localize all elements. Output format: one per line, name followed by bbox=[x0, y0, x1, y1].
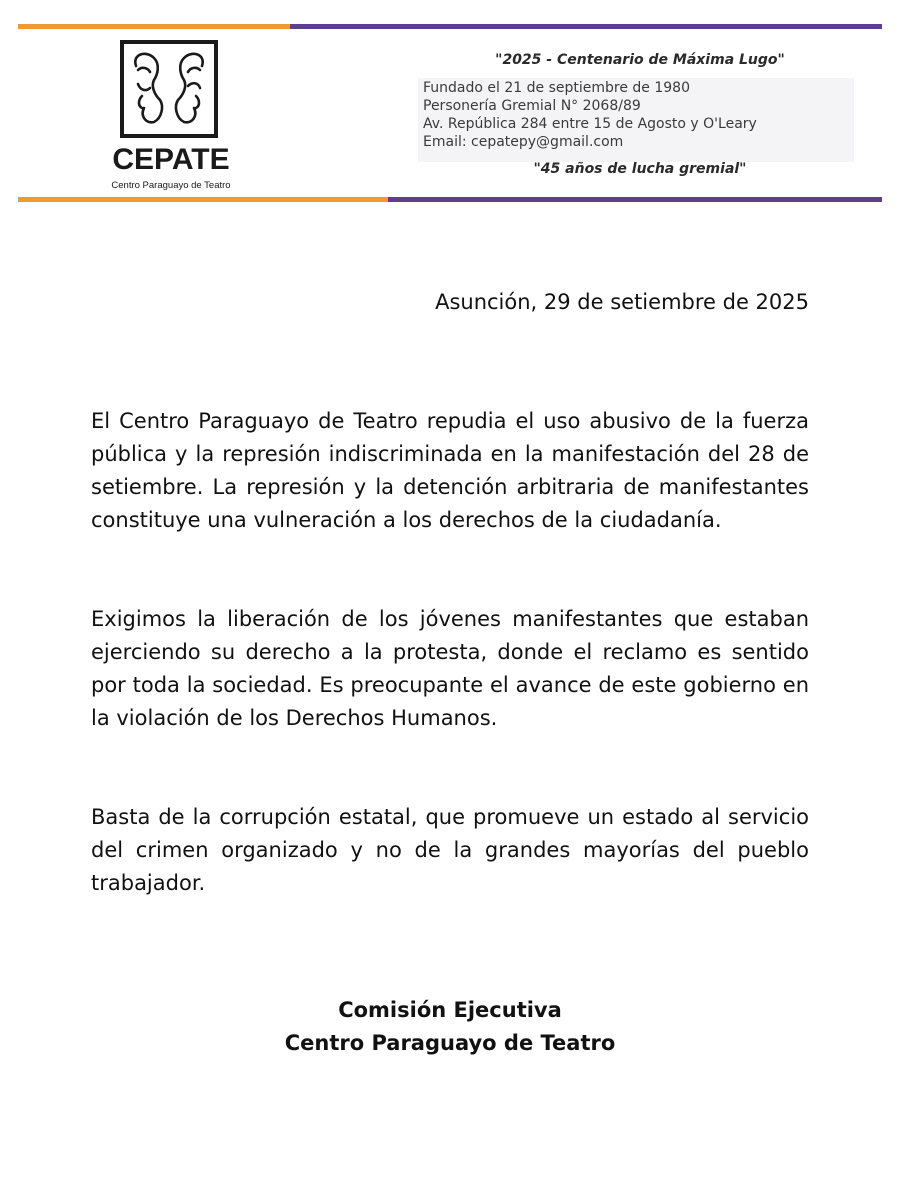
orange-stripe bbox=[18, 197, 388, 202]
orange-stripe bbox=[18, 24, 290, 29]
logo-subtitle: Centro Paraguayo de Teatro bbox=[111, 180, 231, 191]
address-line: Av. República 284 entre 15 de Agosto y O'Leary bbox=[423, 116, 757, 132]
header-top-band bbox=[18, 24, 882, 29]
motto-centenario: "2025 - Centenario de Máxima Lugo" bbox=[495, 52, 785, 68]
letter-date: Asunción, 29 de setiembre de 2025 bbox=[435, 290, 809, 314]
motto-lucha: "45 años de lucha gremial" bbox=[533, 161, 747, 177]
cepate-logo bbox=[120, 40, 218, 138]
header-bottom-band bbox=[18, 197, 882, 202]
email-line: Email: cepatepy@gmail.com bbox=[423, 134, 624, 150]
purple-stripe bbox=[290, 24, 882, 29]
paragraph-corrupcion: Basta de la corrupción estatal, que promueve un estado al servicio del crimen organizado y no de la grandes mayorías del pueblo trabajador. bbox=[91, 805, 809, 895]
paragraph-liberacion: Exigimos la liberación de los jóvenes manifestantes que estaban ejerciendo su derecho a la protesta, donde el reclamo es sentido por toda la sociedad. Es preocupante el avance de este gobierno en la violación de los Derechos Humanos. bbox=[91, 607, 809, 730]
signature-commission: Comisión Ejecutiva bbox=[338, 998, 562, 1022]
signature-organization: Centro Paraguayo de Teatro bbox=[284, 1031, 616, 1055]
purple-stripe bbox=[388, 197, 882, 202]
logo-name: CEPATE bbox=[112, 143, 230, 176]
personeria-line: Personería Gremial N° 2068/89 bbox=[423, 98, 641, 114]
founded-line: Fundado el 21 de septiembre de 1980 bbox=[423, 80, 690, 96]
theatre-masks-icon bbox=[124, 44, 214, 134]
paragraph-repudio: El Centro Paraguayo de Teatro repudia el uso abusivo de la fuerza pública y la represión indiscriminada en la manifestación del 28 de setiembre. La represión y la detención arbitraria de manifestantes constituye una vulneración a los derechos de la ciudadanía. bbox=[91, 409, 809, 532]
